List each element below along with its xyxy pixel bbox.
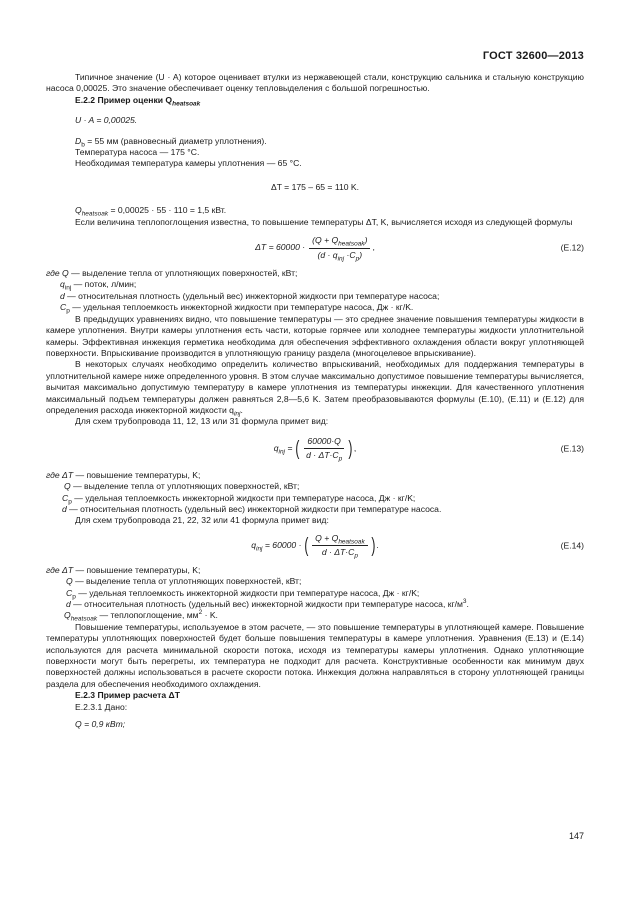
db-line xyxy=(46,136,584,147)
where13-q-sym: Q xyxy=(64,481,71,492)
paragraph-2-end: . xyxy=(240,404,243,415)
where12-q-text: — выделение тепла от уплотняющих поверхностей, кВт; xyxy=(68,268,298,279)
db-symbol: D xyxy=(75,135,82,146)
equation-e13 xyxy=(46,431,584,467)
eq14-tail: . xyxy=(376,540,379,551)
where12-cp-sym: C xyxy=(60,302,67,313)
q-calc-symbol: Q xyxy=(75,205,82,216)
page-content xyxy=(46,72,584,730)
eq12-den-sub: inj xyxy=(337,255,345,263)
eq12-label: (Е.12) xyxy=(560,242,584,253)
where14-cp-text: — удельная теплоемкость инжекторной жидкости при температуре насоса, Дж · кг/K; xyxy=(75,587,420,598)
where12-d xyxy=(46,291,584,302)
where14-dt-text: — повышение температуры, K; xyxy=(73,564,201,575)
eq12-den-a: (d · q xyxy=(317,249,338,260)
eq12-denominator xyxy=(315,249,366,261)
where14-d xyxy=(46,599,584,610)
where14-q xyxy=(46,576,584,587)
eq14-numerator xyxy=(312,533,368,546)
where-list-e14 xyxy=(46,565,584,622)
where14-q-text: — выделение тепла от уплотняющих поверхностей, кВт; xyxy=(72,576,302,587)
where13-dt-sym: где ΔT xyxy=(46,469,74,480)
where14-heatsoak-text: — теплопоглощение, мм xyxy=(97,610,199,621)
where12-qinj-text: — поток, л/мин; xyxy=(71,279,137,290)
eq12-numerator xyxy=(309,235,370,248)
eq13-denominator xyxy=(303,449,345,461)
where14-d-sup: 3 xyxy=(462,598,467,606)
where14-cp-sym: C xyxy=(66,587,73,598)
where13-cp-sub: p xyxy=(68,498,72,506)
section-e22-title-text: Е.2.2 Пример оценки Q xyxy=(75,94,173,105)
eq12-lhs: ΔT = 60000 · xyxy=(255,242,306,253)
q-calc-sub: heatsoak xyxy=(81,210,109,218)
dt-calc xyxy=(46,182,584,193)
chamber-temp: Необходимая температура камеры уплотнения — 65 °C. xyxy=(75,158,302,169)
eq14-denominator xyxy=(319,546,361,558)
eq14-num-a: Q + Q xyxy=(315,532,339,543)
paragraph-1: В предыдущих уравнениях видно, что повышение температуры — это среднее значение повышения температуры жидкости в камере уплотнения. Внутри камеры уплотнения есть части, которые горячее или холоднее температуры жидкости уплотнительной камеры. Эффективная инжекция герметика необходима для обеспечения эффективного охлаждения области вокруг уплотняющей поверхности. Впрыскивание производится в уплотняющую границу раздела (многоцелевое впрыскивание). xyxy=(46,313,584,358)
where13-dt-text: — повышение температуры, K; xyxy=(73,469,201,480)
eq13-close-paren: ) xyxy=(348,437,353,460)
db-sub: b xyxy=(81,141,85,149)
where14-q-sym: Q xyxy=(66,576,73,587)
eq14-num-sub: heatsoak xyxy=(338,538,365,546)
section-e22-title xyxy=(46,95,584,106)
schemes-e14-intro: Для схем трубопровода 21, 22, 32 или 41 формула примет вид: xyxy=(75,515,329,526)
eq12-tail: , xyxy=(372,242,375,253)
where-list-e12 xyxy=(46,268,584,314)
where14-dt xyxy=(46,565,584,576)
pump-temp: Температура насоса — 175 °C. xyxy=(75,147,200,158)
standard-header: ГОСТ 32600—2013 xyxy=(482,50,584,62)
where13-q-text: — выделение тепла от уплотняющих поверхностей, кВт; xyxy=(70,481,300,492)
eq14-open-paren: ( xyxy=(304,534,309,557)
known-text: Если величина теплопоглощения известна, то повышение температуры ΔT, K, вычисляется исходя из следующей формулы xyxy=(75,216,573,227)
paragraph-2-sub: inj xyxy=(233,410,241,418)
eq13-fraction xyxy=(303,436,345,462)
where14-cp-sub: p xyxy=(72,593,76,601)
eq13-open-paren: ( xyxy=(295,437,300,460)
where12-qinj-sym: q xyxy=(60,279,65,290)
where12-q xyxy=(46,268,584,279)
given-q: Q = 0,9 кВт; xyxy=(75,719,126,730)
paragraph-2-text: В некоторых случаях необходимо определить количество впрыскиваний, необходимых для поддержания температуры в уплотнительной камере ниже определенного уровня. В этом случае максимально допустимое повышение температуры вычисляется, вычитая максимально допустимую температуру в камере уплотнения из температуры инжекции. Для качественного уплотнения максимальный подъем температуры должен равняться 2,8—5,6 K. Затем преобразовываются формулы (Е.10), (Е.11) и (Е.12) для определения расхода инжекторной жидкости q xyxy=(46,359,584,415)
where12-qinj xyxy=(46,279,584,293)
where13-d xyxy=(46,504,584,515)
eq14-den-a: d · ΔT·C xyxy=(321,547,355,558)
eq13-lhs-sub: inj xyxy=(278,448,286,456)
eq12-den-rest: ·C xyxy=(344,249,356,260)
where12-cp xyxy=(46,302,584,313)
eq14-lhs-q: q xyxy=(251,540,256,551)
eq13-den-a: d · ΔT·C xyxy=(306,450,339,461)
section-e23-title: Е.2.3 Пример расчета ΔT xyxy=(75,690,180,701)
where13-cp-text: — удельная теплоемкость инжекторной жидкости при температуре насоса, Дж · кг/K; xyxy=(71,492,416,503)
eq14-lhs-sub: inj xyxy=(256,545,263,553)
q-calc xyxy=(46,205,584,216)
where12-d-sym: d xyxy=(60,290,65,301)
where13-cp-sym: C xyxy=(62,492,69,503)
eq14-lhs-rest: = 60000 · xyxy=(262,540,302,551)
eq13-lhs-rest: = xyxy=(285,443,293,454)
where14-heatsoak-sup: 2 xyxy=(198,609,203,617)
eq12-num-a: (Q + Q xyxy=(312,235,339,246)
where12-qinj-sub: inj xyxy=(64,285,72,293)
eq12-num-sub: heatsoak xyxy=(338,240,365,248)
q-calc-rest: = 0,00025 · 55 · 110 = 1,5 кВт. xyxy=(108,205,227,216)
where14-cp xyxy=(46,588,584,599)
intro-paragraph: Типичное значение (U · A) которое оценивает втулки из нержавеющей стали, конструкцию сальника и стальную конструкцию насоса 0,00025. Это значение обеспечивает оценку тепловыделения с большой погрешностью. xyxy=(46,72,584,94)
where14-heatsoak-sub: heatsoak xyxy=(70,616,98,624)
page-number: 147 xyxy=(568,831,584,841)
eq14-label: (Е.14) xyxy=(560,540,584,551)
equation-e12 xyxy=(46,231,584,265)
eq13-lhs xyxy=(274,443,293,454)
paragraph-3: Повышение температуры, используемое в этом расчете, — это повышение температуры в уплотняющей камере. Повышение температуры уплотняющих поверхностей будет больше повышения температуры в камере уплотнения. Уравнения (Е.13) и (Е.14) используются для расчета минимальной скорости потока, исходя из температуры камеры уплотнения. Однако уплотняющие поверхности могут быть перегреты, их температура не подходит для расчета. Конструктивные особенности как минимум двух поверхностей должны использоваться в расчете скорости потока. Инжекция должна направляться в сторону уплотняющей границы раздела для обеспечения необходимого охлаждения. xyxy=(46,621,584,689)
dt-calc-text: ΔT = 175 – 65 = 110 K. xyxy=(270,181,360,192)
where13-d-sym: d xyxy=(62,503,67,514)
eq13-den-p: p xyxy=(338,455,343,463)
where12-q-sym: где Q xyxy=(46,268,69,279)
eq13-label: (Е.13) xyxy=(560,443,584,454)
where14-heatsoak-end: · K. xyxy=(202,610,218,621)
e231-label: Е.2.3.1 Дано: xyxy=(75,701,128,712)
eq12-fraction xyxy=(309,235,370,261)
schemes-e13-intro: Для схем трубопровода 11, 12, 13 или 31 формула примет вид: xyxy=(75,416,329,427)
eq14-lhs xyxy=(251,540,301,551)
eq13-tail: , xyxy=(353,443,357,454)
section-e22-title-sub: heatsoak xyxy=(172,100,201,108)
where14-heatsoak xyxy=(46,609,584,624)
where-list-e13 xyxy=(46,470,584,516)
eq13-lhs-q: q xyxy=(273,443,279,454)
where13-cp xyxy=(46,493,584,504)
db-rest: = 55 мм (равновесный диаметр уплотнения). xyxy=(84,135,267,146)
where13-dt xyxy=(46,470,584,481)
eq12-den-p: p xyxy=(355,255,360,263)
equation-e14 xyxy=(46,530,584,562)
where14-d-sym: d xyxy=(66,599,71,609)
where14-heatsoak-sym: Q xyxy=(64,610,71,621)
eq14-den-p: p xyxy=(354,553,358,560)
eq14-fraction xyxy=(312,533,368,559)
where13-d-text: — относительная плотность (удельный вес) инжекторной жидкости при температуре насоса. xyxy=(66,503,442,514)
where12-d-text: — относительная плотность (удельный вес) инжекторной жидкости при температуре насоса; xyxy=(64,290,440,301)
eq12-num-b: ) xyxy=(364,235,368,246)
where12-cp-text: — удельная теплоемкость инжекторной жидкости при температуре насоса, Дж · кг/K. xyxy=(69,302,414,313)
where12-cp-sub: p xyxy=(66,308,70,315)
where13-q xyxy=(46,481,584,492)
eq14-close-paren: ) xyxy=(371,534,376,557)
where14-dt-sym: где ΔT xyxy=(46,564,74,575)
ua-line: U · A = 0,00025. xyxy=(75,115,138,126)
where14-d-text: — относительная плотность (удельный вес) инжекторной жидкости при температуре насоса, кг/м xyxy=(70,599,463,609)
eq12-den-end: ) xyxy=(359,249,363,260)
eq13-numerator: 60000·Q xyxy=(304,436,343,449)
paragraph-2 xyxy=(46,359,584,416)
where14-d-end: . xyxy=(466,599,469,609)
